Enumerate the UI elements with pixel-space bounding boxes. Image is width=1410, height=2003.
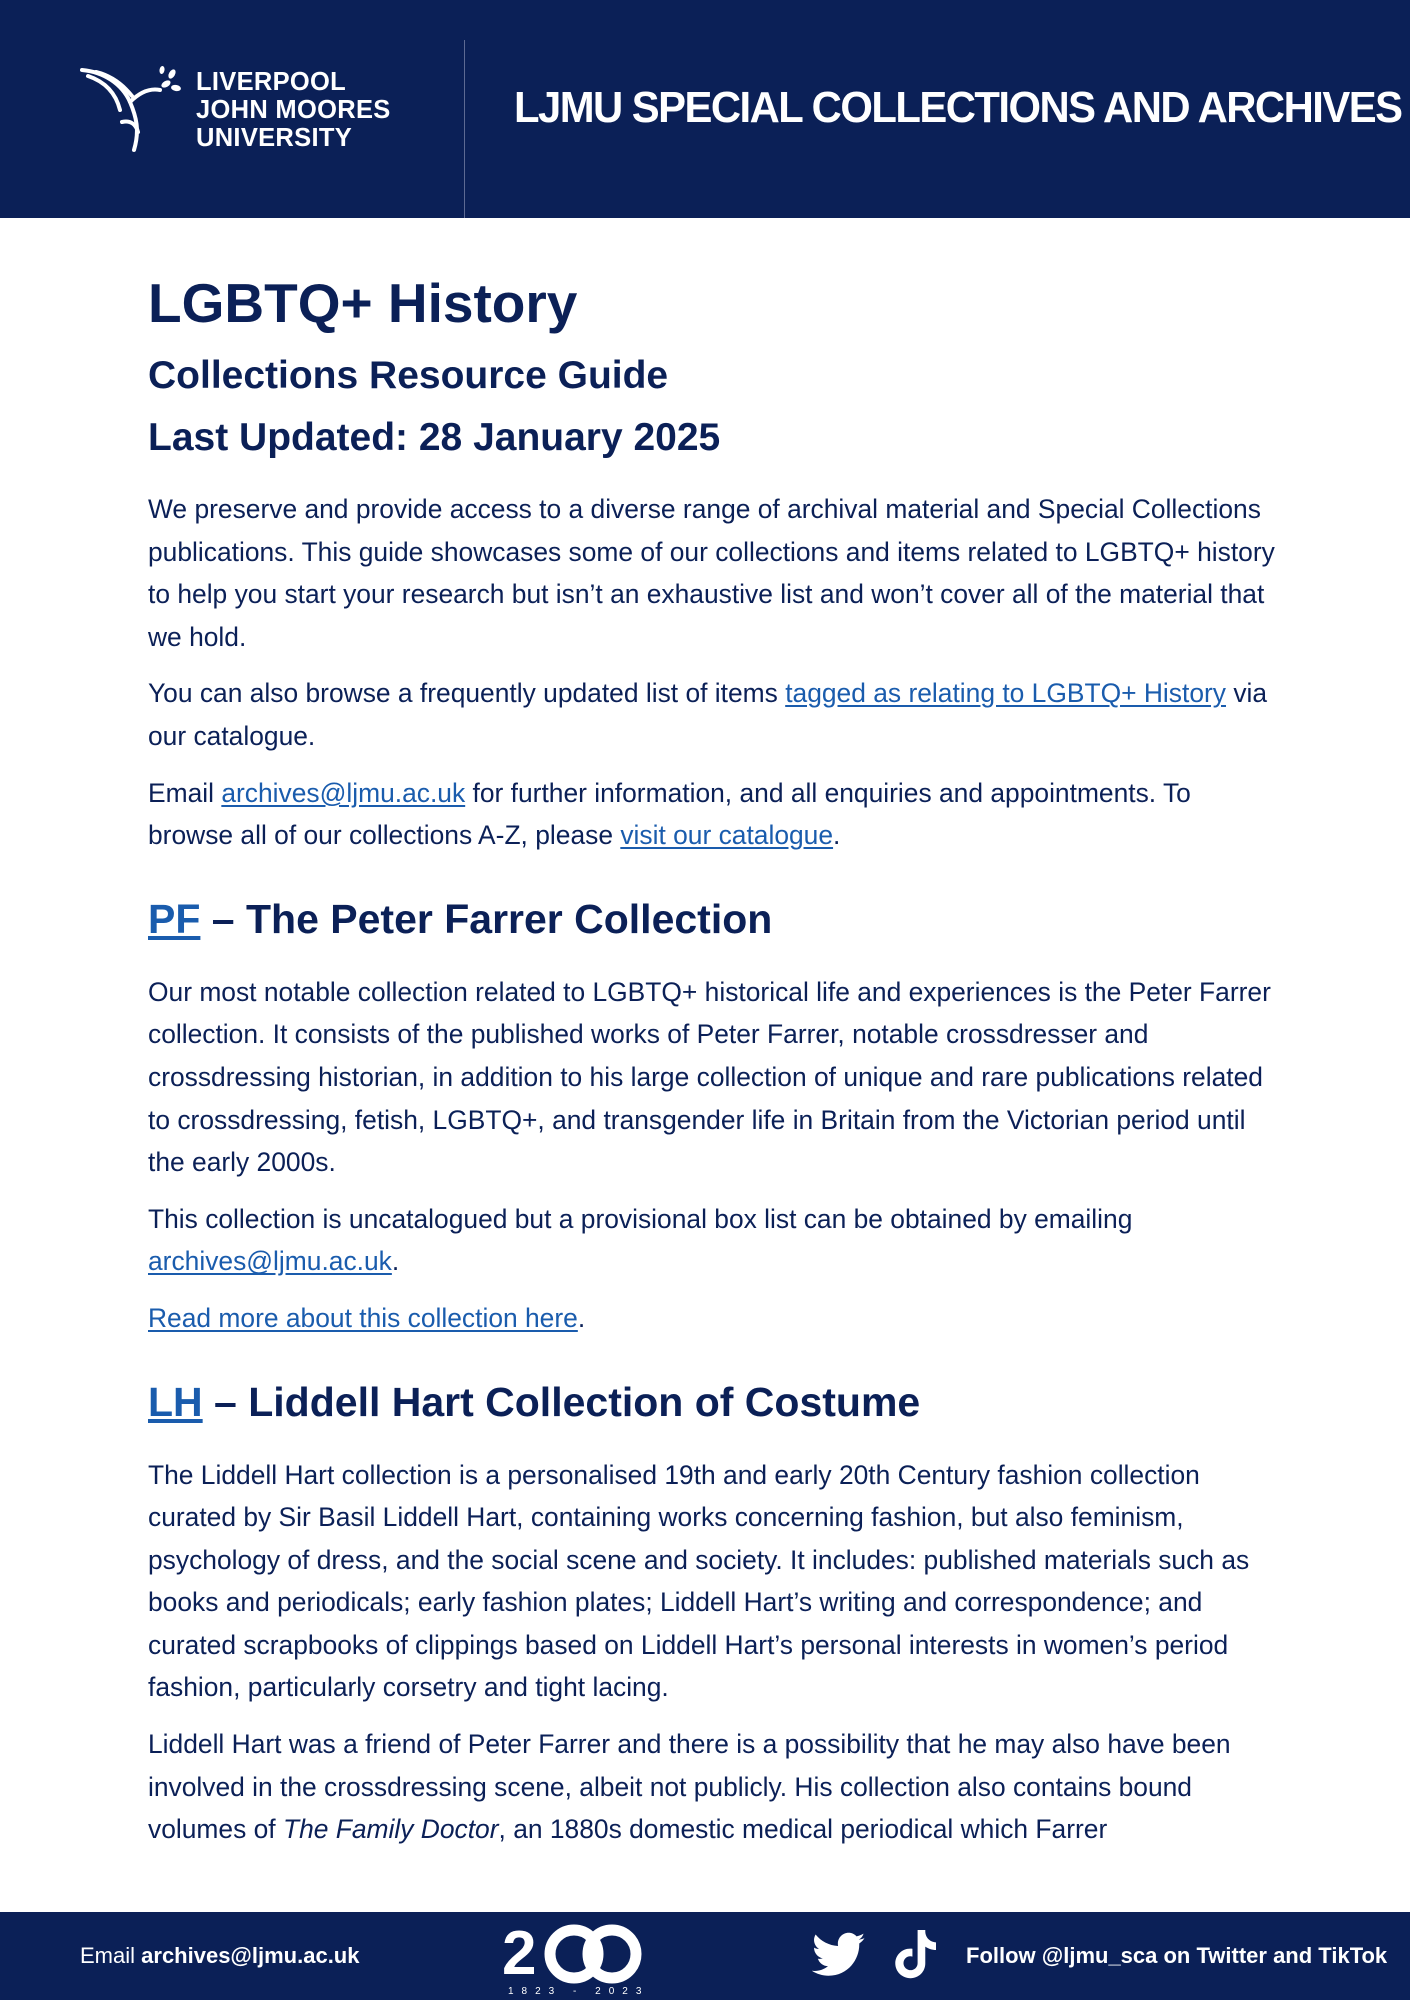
read-more-link[interactable]: Read more about this collection here <box>148 1302 578 1333</box>
pf-code-link[interactable]: PF <box>148 895 201 942</box>
section-heading-pf <box>148 891 1278 947</box>
twitter-bird-icon <box>812 1932 866 1978</box>
logo-wordmark <box>196 68 391 152</box>
intro-paragraph: We preserve and provide access to a diverse range of archival material and Special Collections publications. This guide showcases some of our collections and items related to LGBTQ+ history to help you start your research but isn’t an exhaustive list and won’t cover all of the material that we hold. <box>148 494 1275 652</box>
svg-text:2: 2 <box>502 1919 537 1988</box>
page-header <box>0 0 1410 218</box>
text: for further information, and all enquiries and appointments. To browse all of our collections A-Z, please <box>148 777 1191 851</box>
lh-farrer-paragraph <box>148 1723 1278 1851</box>
pf-boxlist-paragraph <box>148 1198 1278 1283</box>
text: Email <box>148 777 222 808</box>
text: , an 1880s domestic medical periodical which Farrer <box>498 1814 1108 1845</box>
footer-email-address[interactable]: archives@ljmu.ac.uk <box>141 1943 360 1968</box>
text: . <box>577 1302 586 1333</box>
page-footer <box>0 1912 1410 2000</box>
pf-description: Our most notable collection related to LGBTQ+ historical life and experiences is the Peter Farrer collection. It consists of the published works of Peter Farrer, notable crossdresser and crossdressing historian, in addition to his large collection of unique and rare publications related to crossdressing, fetish, LGBTQ+, and transgender life in Britain from the Victorian period until the early 2000s. <box>148 976 1271 1178</box>
section-heading-lh <box>148 1374 1278 1430</box>
text: via our catalogue. <box>148 678 1268 751</box>
tiktok-icon <box>894 1930 938 1980</box>
text: You can also browse a frequently updated list of items <box>148 678 786 709</box>
lh-description: The Liddell Hart collection is a personalised 19th and early 20th Century fashion collection curated by Sir Basil Liddell Hart, containing works concerning fashion, but also feminism, psychology of dress, and the social scene and society. It includes: published materials such as books and periodicals; early fashion plates; Liddell Hart’s writing and correspondence; and curated scrapbooks of clippings based on Liddell Hart’s personal interests in women’s period fashion, particularly corsetry and tight lacing. <box>148 1459 1250 1703</box>
header-divider <box>464 40 465 218</box>
anniversary-years: 1823 - 2023 <box>508 1986 650 1997</box>
section-title: – The Peter Farrer Collection <box>200 895 773 942</box>
ljmu-dove-logo-icon <box>78 62 188 162</box>
catalogue-link[interactable]: visit our catalogue <box>620 820 834 851</box>
contact-paragraph <box>148 772 1278 857</box>
page-title: LGBTQ+ History <box>148 272 578 334</box>
email-link[interactable]: archives@ljmu.ac.uk <box>221 777 466 808</box>
footer-email <box>80 1942 359 1970</box>
text: Liddell Hart was a friend of Peter Farrer and there is a possibility that he may also have been involved in the crossdressing scene, albeit not publicly. His collection also contains bound volumes of <box>148 1729 1231 1845</box>
anniversary-200-logo-icon <box>500 1918 650 1998</box>
page-subtitle: Collections Resource Guide <box>148 354 669 397</box>
header-title: LJMU SPECIAL COLLECTIONS AND ARCHIVES <box>514 83 1402 132</box>
lgbtq-tag-link[interactable]: tagged as relating to LGBTQ+ History <box>785 678 1226 709</box>
text: . <box>391 1246 400 1277</box>
pf-readmore-paragraph <box>148 1297 1278 1340</box>
document-body <box>148 268 1278 1851</box>
lh-code-link[interactable]: LH <box>148 1378 203 1425</box>
tiktok-link[interactable] <box>894 1930 938 1985</box>
text: . <box>833 820 841 851</box>
logo-line: LIVERPOOL <box>196 68 347 96</box>
university-logo[interactable] <box>78 62 418 162</box>
catalogue-paragraph <box>148 672 1278 757</box>
text: This collection is uncatalogued but a provisional box list can be obtained by emailing <box>148 1203 1133 1234</box>
footer-follow-text: Follow @ljmu_sca on Twitter and TikTok <box>966 1943 1388 1968</box>
twitter-link[interactable] <box>812 1932 866 1983</box>
section-title: – Liddell Hart Collection of Costume <box>202 1378 921 1425</box>
logo-line: UNIVERSITY <box>196 124 353 152</box>
footer-email-label: Email <box>80 1943 136 1968</box>
last-updated: Last Updated: 28 January 2025 <box>148 416 721 459</box>
logo-line: JOHN MOORES <box>196 96 391 124</box>
email-link[interactable]: archives@ljmu.ac.uk <box>148 1246 392 1277</box>
anniversary-logo <box>500 1918 650 2003</box>
periodical-title: The Family Doctor <box>282 1814 499 1845</box>
